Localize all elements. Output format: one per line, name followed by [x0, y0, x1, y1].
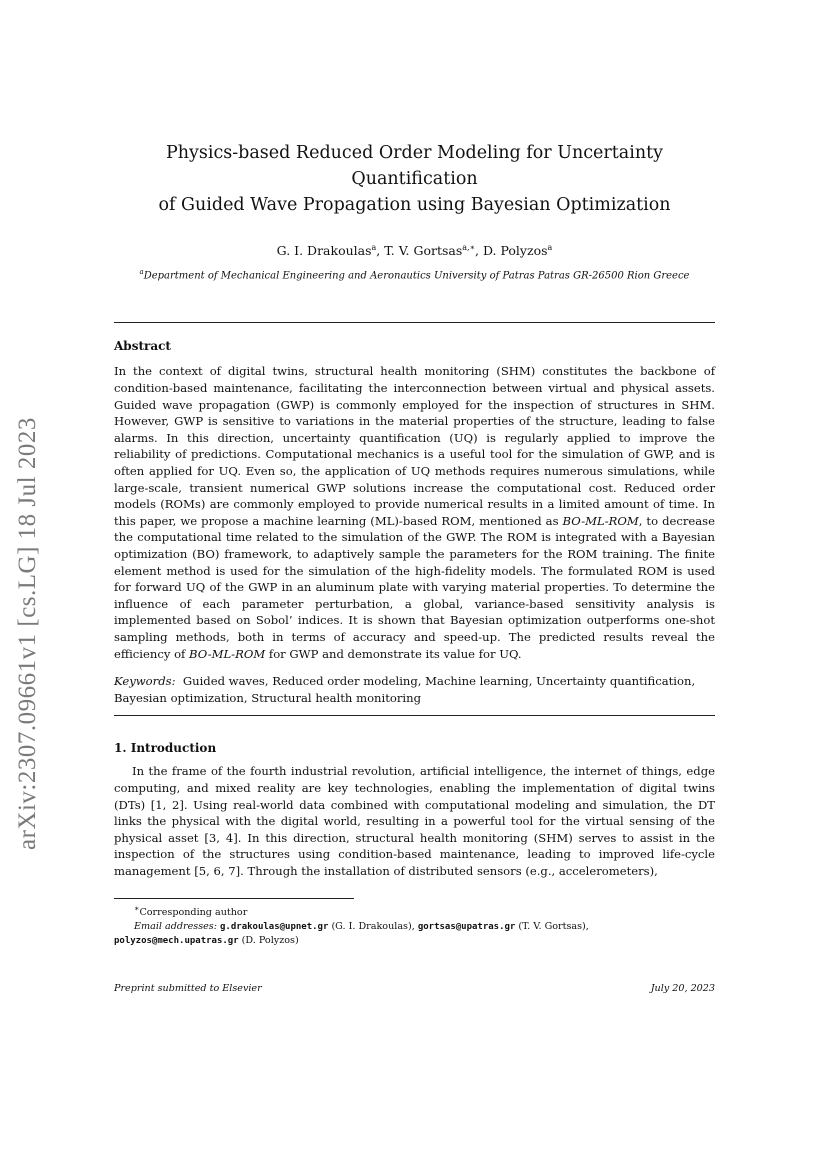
author-2-affil: a,∗: [462, 243, 476, 252]
abstract-text-1: In the context of digital twins, structural health monitoring (SHM) constitutes the backbone of condition-based maintenance, facilitating the interconnection between virtual and physical assets. Guided wave propagation (GWP) is commonly employed for the inspection of structures in SHM. However, GWP is sensitive to variations in the material properties of the structure, leading to false alarms. In this direction, uncertainty quantification (UQ) is regularly applied to improve the reliability of predictions. Computational mechanics is a useful tool for the simulation of GWP, and is often applied for UQ. Even so, the application of UQ methods requires numerous simulations, while large-scale, transient numerical GWP solutions increase the computational cost. Reduced order models (ROMs) are commonly employed to provide numerical results in a limited amount of time. In this paper, we propose a machine learning (ML)-based ROM, mentioned as: [114, 364, 715, 528]
footnote-mark: ∗: [134, 904, 140, 913]
footnote-rule: [114, 898, 354, 899]
footnote-corresponding: [114, 902, 715, 920]
introduction-paragraph: In the frame of the fourth industrial revolution, artificial intelligence, the internet of things, edge computing, and mixed reality are key technologies, enabling the implementation of digital twins (DTs) [1, 2]. Using real-world data combined with computational modeling and simulation, the DT links the physical with the digital world, resulting in a powerful tool for the virtual sensing of the physical asset [3, 4]. In this direction, structural health monitoring (SHM) serves to assist in the inspection of the structures using condition-based maintenance, leading to improved life-cycle management [5, 6, 7]. Through the installation of distributed sensors (e.g., accelerometers),: [114, 764, 715, 878]
email-link-gortsas[interactable]: gortsas@upatras.gr: [417, 922, 516, 933]
paper-title: [114, 140, 715, 218]
section-heading-introduction: 1. Introduction: [114, 741, 217, 756]
abstract-text-3: for GWP and demonstrate its value for UQ.: [265, 646, 522, 661]
email-link-drakoulas[interactable]: g.drakoulas@upnet.gr: [220, 922, 329, 933]
email-owner-1: (G. I. Drakoulas),: [328, 921, 418, 933]
email-link-polyzos[interactable]: polyzos@mech.upatras.gr: [114, 936, 239, 947]
content-column: [114, 140, 715, 880]
keywords-text: Guided waves, Reduced order modeling, Machine learning, Uncertainty quantification, Bayesian optimization, Structural health monitoring: [114, 674, 696, 705]
title-line-2: of Guided Wave Propagation using Bayesian Optimization: [158, 195, 671, 215]
author-list: G. I. Drakoulas$^a$, T. V. Gortsas$^{a,∗}$, D. Polyzos$^a$: [276, 243, 553, 259]
footer-date: July 20, 2023: [650, 983, 715, 994]
affiliation-mark: a: [139, 268, 144, 277]
email-owner-3: (D. Polyzos): [238, 935, 299, 947]
title-line-1: Physics-based Reduced Order Modeling for Uncertainty Quantification: [165, 143, 664, 189]
abstract-top-rule: [114, 322, 715, 323]
footnotes: [114, 902, 715, 948]
footnote-emails-cont: [114, 934, 715, 948]
abstract-em-2: BO-ML-ROM: [189, 646, 266, 661]
page-footer: [114, 983, 715, 994]
footer-preprint-note: Preprint submitted to Elsevier: [114, 983, 262, 994]
arxiv-stamp: arXiv:2307.09661v1 [cs.LG] 18 Jul 2023: [14, 417, 41, 850]
author-2: T. V. Gortsas: [384, 243, 463, 259]
author-3: D. Polyzos: [482, 243, 548, 259]
abstract-bottom-rule: [114, 715, 715, 716]
abstract-heading: Abstract: [114, 339, 171, 354]
email-label: Email addresses:: [134, 921, 217, 933]
abstract-text-2: , to decrease the computational time related to the simulation of the GWP. The ROM is integrated with a Bayesian optimization (BO) framework, to adaptively sample the parameters for the ROM training. The finite element method is used for the simulation of the high-fidelity models. The formulated ROM is used for forward UQ of the GWP in an aluminum plate with varying material properties. To determine the influence of each parameter perturbation, a global, variance-based sensitivity analysis is implemented based on Sobol’ indices. It is shown that Bayesian optimization outperforms one-shot sampling methods, both in terms of accuracy and speed-up. The predicted results reveal the efficiency of: [114, 513, 715, 661]
affiliation-text: Department of Mechanical Engineering and Aeronautics University of Patras Patras GR-26500 Rion Greece: [143, 270, 690, 282]
affiliation: [114, 268, 715, 281]
author-3-affil: a: [547, 243, 553, 252]
email-owner-2: (T. V. Gortsas),: [515, 921, 589, 933]
author-1-affil: a: [371, 243, 377, 252]
keywords-label: Keywords:: [114, 674, 176, 689]
abstract-em-1: BO-ML-ROM: [562, 513, 639, 528]
keywords: [114, 673, 715, 706]
author-1: G. I. Drakoulas: [276, 243, 372, 259]
footnote-corr-text: Corresponding author: [139, 907, 248, 919]
footnote-emails: [114, 920, 715, 934]
abstract-body: [114, 363, 715, 662]
